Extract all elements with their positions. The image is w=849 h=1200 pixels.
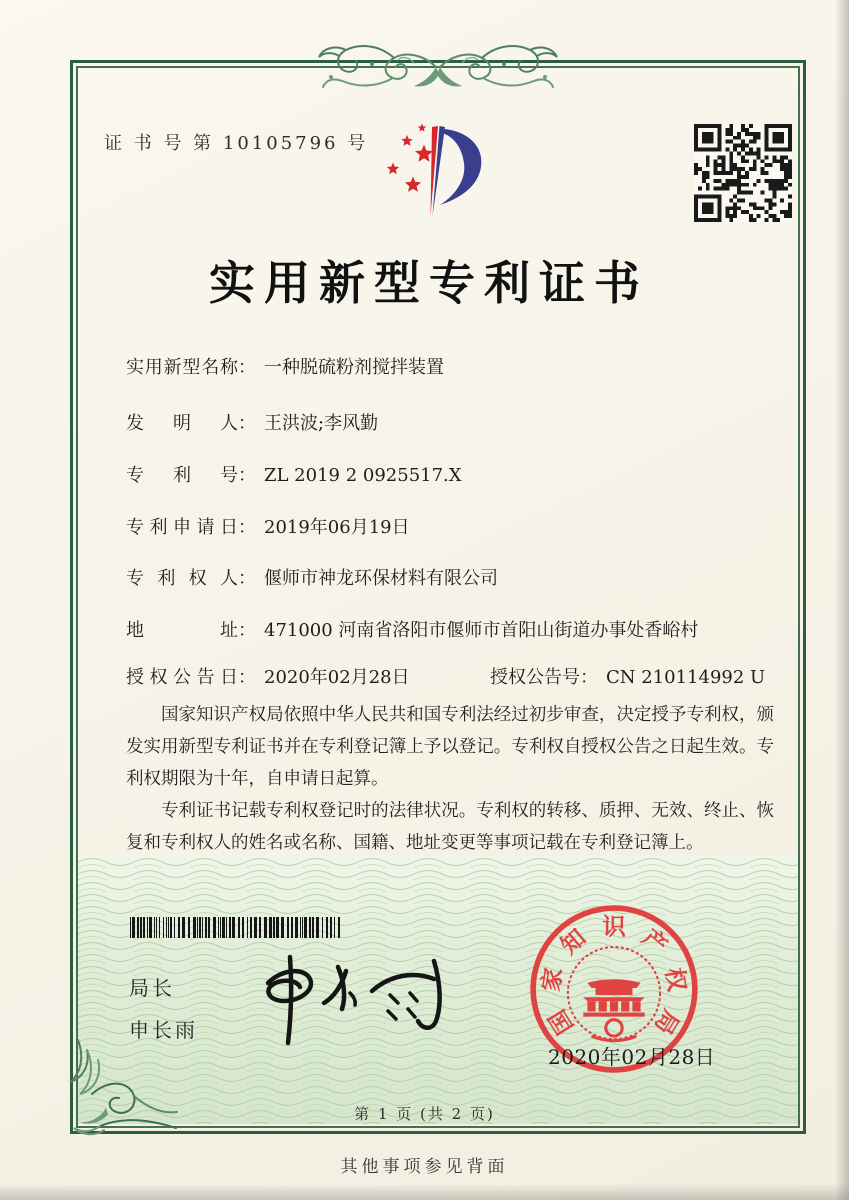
back-note: 其他事项参见背面 [340, 1157, 509, 1177]
field-row-address [126, 616, 698, 642]
field-label: 专利权人 [126, 568, 238, 589]
field-value: 王洪波;李风勤 [264, 413, 379, 434]
svg-text:权: 权 [660, 965, 692, 994]
field-colon: ： [238, 620, 256, 641]
field-label: 授权公告日 [126, 667, 238, 688]
grant-number-group [490, 663, 765, 689]
logo-blue-bowl [440, 129, 481, 205]
field-value: 471000 河南省洛阳市偃师市首阳山街道办事处香峪村 [264, 620, 699, 641]
field-row-inventor [126, 409, 378, 435]
field-colon: ： [238, 568, 256, 589]
logo-stars [387, 124, 433, 192]
svg-text:产: 产 [636, 923, 673, 960]
legal-paragraph: 国家知识产权局依照中华人民共和国专利法经过初步审查，决定授予专利权，颁发实用新型专利证书并在专利登记簿上予以登记。专利权自授权公告之日起生效。专利权期限为十年，自申请日起算。 [126, 705, 774, 789]
cnipa-logo [372, 116, 512, 228]
field-label: 专利申请日 [126, 517, 238, 538]
signer-title: 局长 [129, 976, 175, 1000]
field-value: ZL 2019 2 0925517.X [264, 465, 462, 486]
signer-name: 申长雨 [129, 1018, 198, 1042]
field-row-filing-date [126, 513, 410, 539]
svg-text:国: 国 [542, 1004, 580, 1040]
field-value: 偃师市神龙环保材料有限公司 [264, 568, 498, 589]
svg-text:知: 知 [555, 923, 592, 960]
field-value: 2020年02月28日 [264, 667, 410, 688]
national-emblem [568, 947, 660, 1041]
field-row-name [126, 353, 444, 379]
certificate-title: 实用新型专利证书 [209, 256, 649, 310]
field-label: 实用新型名称 [126, 357, 238, 378]
field-label: 专利号 [126, 465, 238, 486]
field-colon: ： [238, 667, 256, 688]
certificate-number: 证 书 号 第 10105796 号 [104, 133, 369, 154]
field-row-patentee [126, 564, 498, 590]
field-colon: ： [238, 465, 256, 486]
svg-text:局: 局 [648, 1004, 686, 1040]
legal-paragraph: 专利证书记载专利权登记时的法律状况。专利权的转移、质押、无效、终止、恢复和专利权人的姓名或名称、国籍、地址变更等事项记载在专利登记簿上。 [126, 801, 774, 853]
field-colon: ： [238, 357, 256, 378]
field-value: 2019年06月19日 [264, 517, 410, 538]
legal-text [126, 699, 774, 859]
seal-date: 2020年02月28日 [548, 1045, 716, 1069]
field-row-grant [126, 663, 766, 689]
field-row-patent-no [126, 461, 462, 487]
qr-code [694, 124, 792, 222]
barcode [130, 917, 345, 938]
field-colon: ： [238, 517, 256, 538]
scan-edge-bottom [0, 1185, 849, 1200]
top-border-ornament [312, 33, 564, 97]
field-label: 授权公告号 [490, 667, 580, 688]
signature-handwriting [238, 945, 463, 1050]
svg-text:家: 家 [536, 965, 568, 994]
field-colon: ： [580, 667, 598, 688]
svg-text:识: 识 [602, 912, 626, 941]
field-label: 地址 [126, 620, 238, 641]
page-number: 第 1 页 (共 2 页) [354, 1105, 495, 1123]
scan-edge-right [836, 0, 849, 1200]
field-value: CN 210114992 U [606, 667, 766, 688]
field-colon: ： [238, 413, 256, 434]
field-value: 一种脱硫粉剂搅拌装置 [264, 357, 444, 378]
field-label: 发明人 [126, 413, 238, 434]
